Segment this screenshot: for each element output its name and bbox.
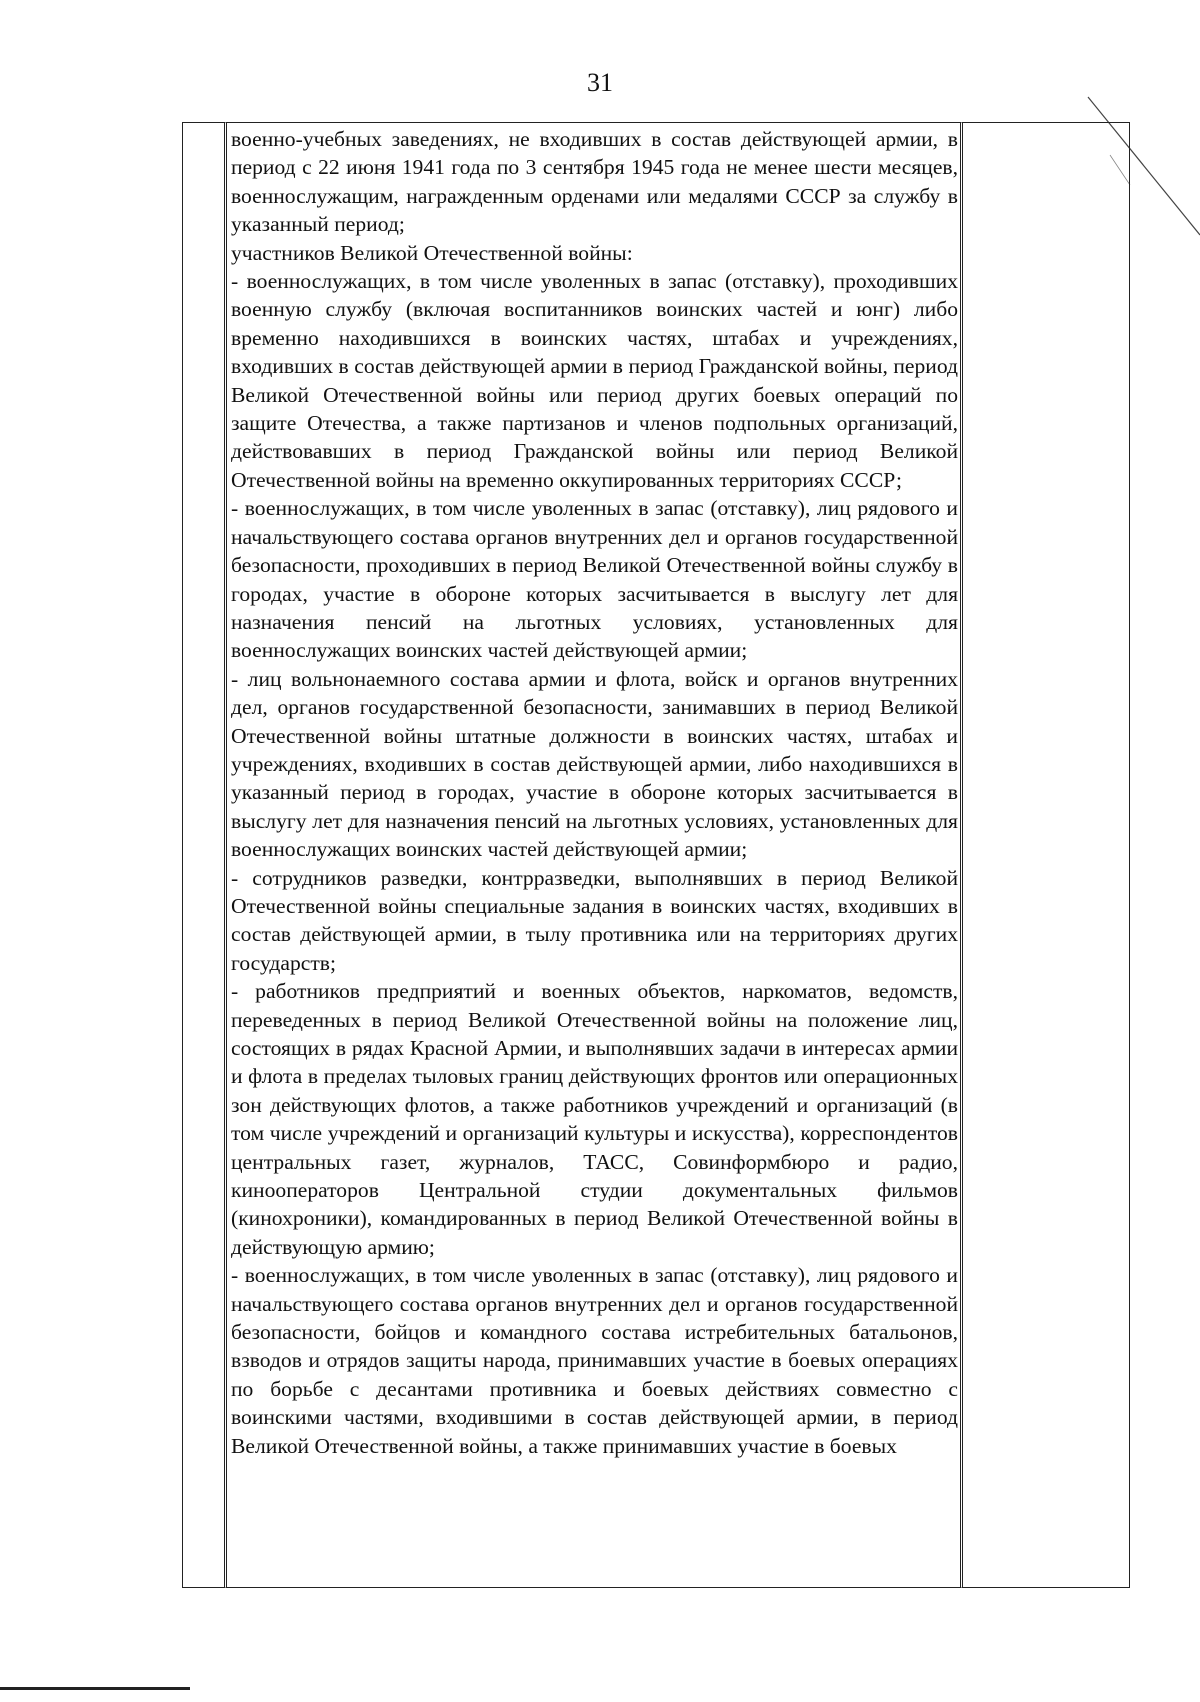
table-column-number [182,122,224,1588]
paragraph: - военнослужащих, в том числе уволенных в запас (отставку), лиц рядового и начальствующего состава органов внутренних дел и органов государственной безопасности, проходивших в период Великой Отечественной войны службу в городах, участие в обороне которых засчитывается в выслугу лет для назначения пенсий на льготных условиях, установленных для военнослужащих воинских частей действующей армии; [231,496,958,663]
paragraph: - сотрудников разведки, контрразведки, выполнявших в период Великой Отечественной войны специальные задания в воинских частях, входивших в состав действующей армии, в тылу противника или на территориях других государств; [231,865,958,975]
paragraph: - лиц вольнонаемного состава армии и флота, войск и органов внутренних дел, органов государственной безопасности, занимавших в период Великой Отечественной войны штатные должности в воинских частях, штабах и учреждениях, входивших в состав действующей армии, либо находившихся в указанный период в городах, участие в обороне которых засчитывается в выслугу лет для назначения пенсий на льготных условиях, установленных для военнослужащих воинских частей действующей армии; [231,666,958,862]
table-column-content [224,122,963,1588]
paragraph: - работников предприятий и военных объектов, наркоматов, ведомств, переведенных в период Великой Отечественной войны на положение лиц, состоящих в рядах Красной Армии, и выполнявших задачи в интересах армии и флота в пределах тыловых границ действующих фронтов или операционных зон действующих флотов, а также работников учреждений и организаций (в том числе учреждений и организаций культуры и искусства), корреспондентов центральных газет, журналов, ТАСС, Совинформбюро и радио, кинооператоров Центральной студии документальных фильмов (кинохроники), командированных в период Великой Отечественной войны в действующую армию; [231,979,958,1259]
page-number: 31 [587,68,613,97]
document-table [182,122,1130,1588]
paragraph: - военнослужащих, в том числе уволенных в запас (отставку), лиц рядового и начальствующего состава органов внутренних дел и органов государственной безопасности, бойцов и командного состава истребительных батальонов, взводов и отрядов защиты народа, принимавших участие в боевых операциях по борьбе с десантами противника и боевых действиях совместно с воинскими частями, входившими в состав действующей армии, в период Великой Отечественной войны, а также принимавших участие в боевых [231,1263,958,1458]
paragraph-heading: участников Великой Отечественной войны: [231,240,633,265]
paragraph: военно-учебных заведениях, не входивших в состав действующей армии, в период с 22 июня 1941 года по 3 сентября 1945 года не менее шести месяцев, военнослужащим, награжденным орденами или медалями СССР за службу в указанный период; [231,127,958,237]
table-column-notes [963,122,1130,1588]
scan-edge-mark [0,1687,190,1690]
paragraph: - военнослужащих, в том числе уволенных в запас (отставку), проходивших военную службу (включая воспитанников воинских частей и юнг) либо временно находившихся в воинских частях, штабах и учреждениях, входивших в состав действующей армии в период Гражданской войны, период Великой Отечественной войны или период других боевых операций по защите Отечества, а также партизанов и членов подпольных организаций, действовавших в период Гражданской войны или период Великой Отечественной войны на временно оккупированных территориях СССР; [231,269,958,492]
